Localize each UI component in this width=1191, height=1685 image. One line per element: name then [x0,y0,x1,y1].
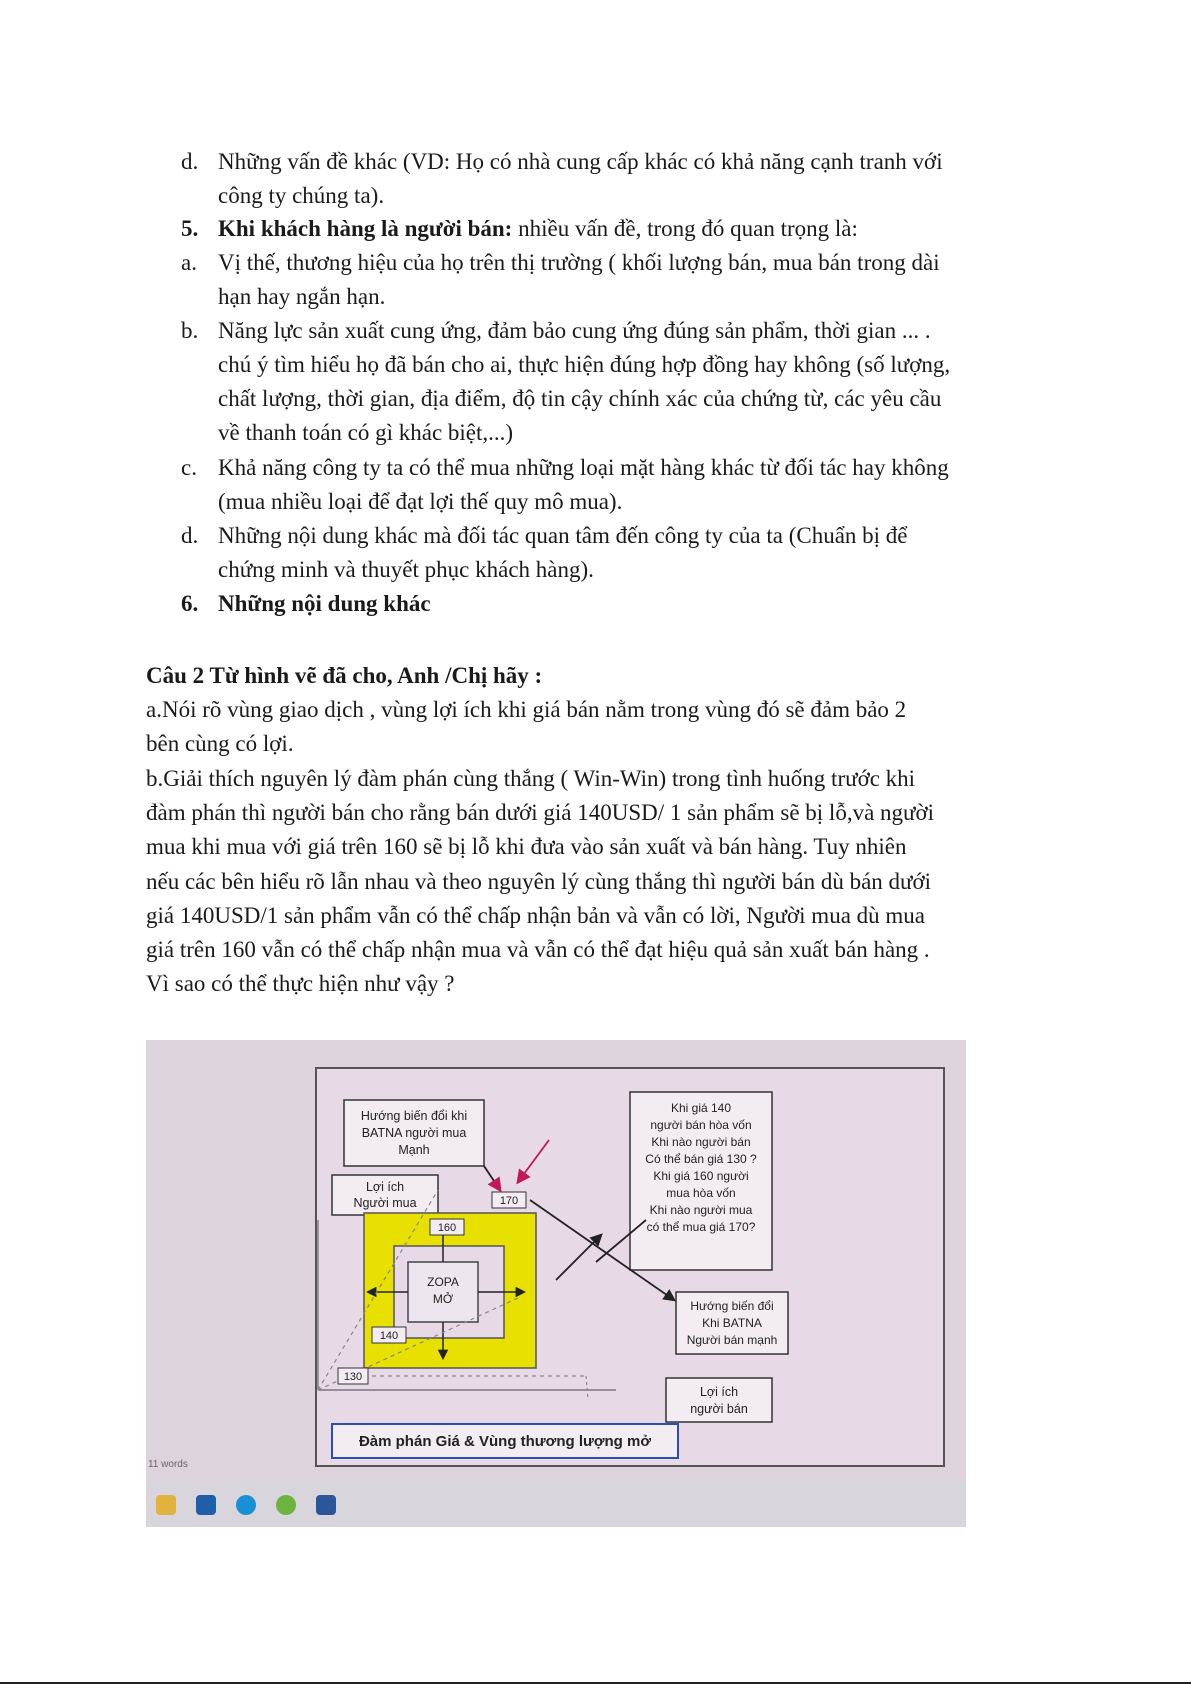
seller-benefit-text: người bán [690,1402,748,1416]
list-item-text: chất lượng, thời gian, địa điểm, độ tin cậy chính xác của chứng từ, các yêu cầu [218,386,942,411]
buyer-batna-text: Hướng biến đổi khi [360,1109,468,1123]
list-marker: a. [181,250,197,275]
taskbar [146,1459,966,1527]
price-130: 130 [343,1371,363,1383]
list-item-text: (mua nhiều loại để đạt lợi thế quy mô mua). [218,489,623,514]
seller-batna-text: Hướng biến đổi [690,1299,774,1313]
buyer-batna-text: Mạnh [398,1143,430,1157]
list-item-text: Những nội dung khác mà đối tác quan tâm đến công ty của ta (Chuẩn bị để [218,523,908,548]
list-item-text: công ty chúng ta). [218,183,385,208]
store-icon[interactable] [196,1495,216,1515]
section-number: 6. [181,591,199,616]
diagram-caption: Đàm phán Giá & Vùng thương lượng mở [358,1433,652,1450]
section-heading-rest: nhiều vấn đề, trong đó quan trọng là: [512,216,858,241]
section-heading-bold: Khi khách hàng là người bán: [218,216,513,241]
edge-icon[interactable] [236,1495,256,1515]
list-marker: b. [181,318,199,343]
buyer-batna-text: BATNA người mua [361,1126,467,1140]
app-icon[interactable] [276,1495,296,1515]
zopa-label: MỞ [432,1292,454,1306]
seller-note-text: Khi nào người bán [651,1135,751,1149]
seller-batna-text: Người bán mạnh [686,1333,778,1347]
question-text: Vì sao có thể thực hiện như vậy ? [146,971,455,996]
list-item-text: về thanh toán có gì khác biệt,...) [218,420,514,445]
question-text: giá trên 160 vẫn có thể chấp nhận mua và vẫn có thể đạt hiệu quả sản xuất bán hàng . [146,937,930,962]
price-140: 140 [379,1330,399,1342]
page-bottom-rule [0,1682,1191,1684]
question-title: Câu 2 Từ hình vẽ đã cho, Anh /Chị hãy : [146,663,543,688]
price-160: 160 [437,1222,457,1234]
question-text: b.Giải thích nguyên lý đàm phán cùng thắng ( Win-Win) trong tình huống trước khi [146,766,916,791]
seller-note-text: Khi giá 160 người [653,1169,749,1183]
list-item-text: Khả năng công ty ta có thể mua những loại mặt hàng khác từ đối tác hay không [218,455,949,480]
diagram-photo [146,1040,966,1527]
question-text: giá 140USD/1 sản phẩm vẫn có thể chấp nhận bản và vẫn có lời, Người mua dù mua [146,903,926,928]
list-item-text: chú ý tìm hiểu họ đã bán cho ai, thực hiện đúng hợp đồng hay không (số lượng, [218,352,951,377]
seller-benefit-text: Lợi ích [699,1385,739,1399]
list-item-text: hạn hay ngắn hạn. [218,284,386,309]
section-heading: Những nội dung khác [218,591,431,616]
question-text: a.Nói rõ vùng giao dịch , vùng lợi ích khi giá bán nằm trong vùng đó sẽ đảm bảo 2 [146,697,907,722]
price-170: 170 [499,1195,519,1207]
question-text: đàm phán thì người bán cho rằng bán dưới giá 140USD/ 1 sản phẩm sẽ bị lỗ,và người [146,800,935,825]
folder-icon[interactable] [156,1495,176,1515]
question-text: mua khi mua với giá trên 160 sẽ bị lỗ khi đưa vào sản xuất và bán hàng. Tuy nhiên [146,834,907,859]
seller-note-text: có thể mua giá 170? [646,1220,756,1234]
section-number: 5. [181,216,199,241]
question-text: bên cùng có lợi. [146,731,294,756]
list-item-text: Năng lực sản xuất cung ứng, đảm bảo cung ứng đúng sản phẩm, thời gian ... . [218,318,931,343]
list-item-text: chứng minh và thuyết phục khách hàng). [218,557,594,582]
seller-note-text: Có thể bán giá 130 ? [645,1152,757,1166]
zopa-label: ZOPA [427,1275,459,1289]
buyer-benefit-text: Người mua [353,1196,417,1210]
buyer-benefit-text: Lợi ích [365,1180,405,1194]
seller-note-text: người bán hòa vốn [650,1118,752,1132]
seller-note-text: Khi nào người mua [649,1203,753,1217]
list-item-text: Vị thế, thương hiệu của họ trên thị trường ( khối lượng bán, mua bán trong dài [218,250,940,275]
question-text: nếu các bên hiểu rõ lẫn nhau và theo nguyên lý cùng thắng thì người bán dù bán dưới [146,869,932,894]
word-icon[interactable] [316,1495,336,1515]
seller-batna-text: Khi BATNA [702,1316,762,1330]
zopa-diagram [146,1040,966,1481]
section-heading [218,213,858,245]
list-marker: c. [181,455,197,480]
list-marker: d. [181,149,199,174]
list-marker: d. [181,523,199,548]
seller-note-text: mua hòa vốn [666,1186,736,1200]
list-item-text: Những vấn đề khác (VD: Họ có nhà cung cấp khác có khả năng cạnh tranh với [218,149,943,174]
seller-note-text: Khi giá 140 [670,1101,732,1115]
word-count: 11 words [148,1459,188,1470]
